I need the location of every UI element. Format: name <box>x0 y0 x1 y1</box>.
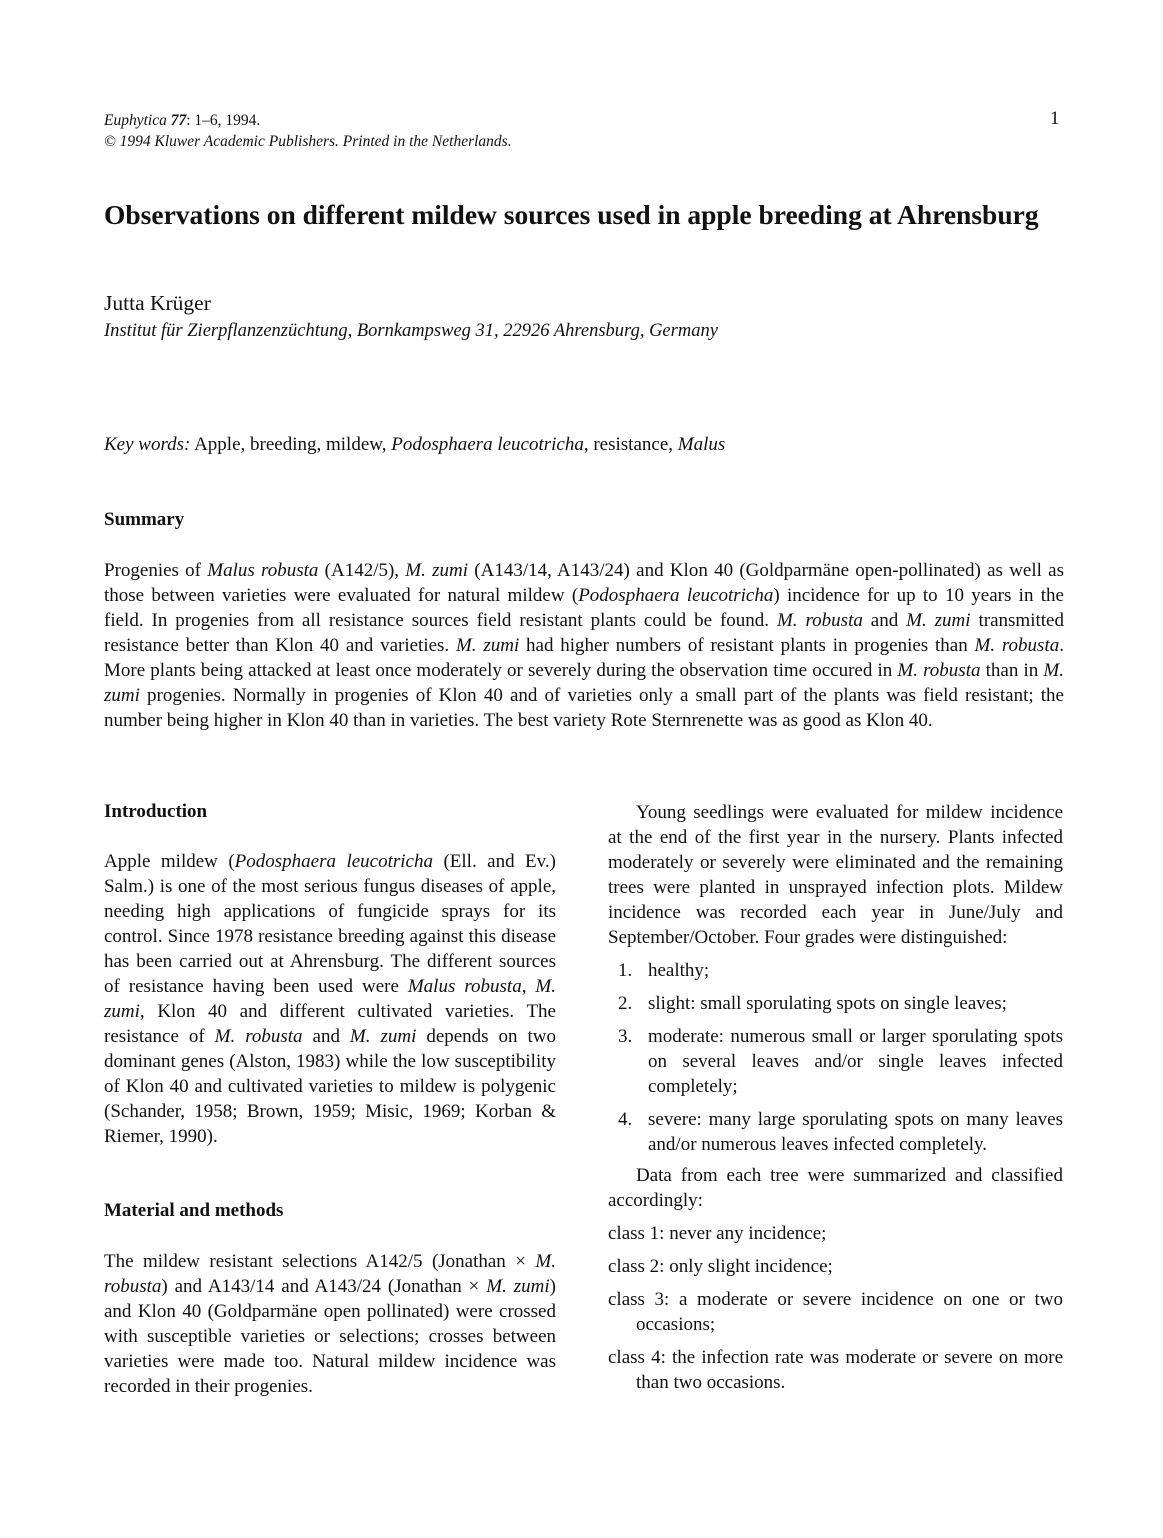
intro-span: Apple mildew ( <box>104 851 235 872</box>
intro-italic: M. robusta <box>214 1026 303 1047</box>
methods-text <box>104 1249 556 1399</box>
summary-span: (A143/14, A143/24) and Klon 40 (Goldparmäne open-pollinated) as well as those between varieties were evaluated for natural mildew ( <box>104 560 1064 606</box>
keywords <box>104 434 725 456</box>
grade-item <box>608 991 1063 1016</box>
summary-italic: M. zumi <box>104 660 1064 706</box>
summary-italic: M. zumi <box>455 635 520 656</box>
summary-span: . More plants being attacked at least once moderately or severely during the observation time occured in <box>104 635 1064 681</box>
methods-span: The mildew resistant selections A142/5 (Jonathan × <box>104 1251 536 1272</box>
page-number: 1 <box>1050 108 1060 129</box>
class-item: class 4: the infection rate was moderate or severe on more than two occasions. <box>608 1347 1063 1393</box>
right-column <box>608 800 1063 1395</box>
intro-span: , <box>521 976 536 997</box>
summary-italic: M. robusta <box>776 610 863 631</box>
journal-pages: : 1–6, 1994. <box>186 112 261 129</box>
methods-span: ) and A143/14 and A143/24 (Jonathan × <box>161 1276 487 1297</box>
intro-italic: Podosphaera leucotricha <box>234 851 433 872</box>
methods-italic: M. robusta <box>104 1251 556 1297</box>
grade-item <box>608 1024 1063 1099</box>
author-name: Jutta Krüger <box>104 291 211 315</box>
summary-span: than in <box>980 660 1044 681</box>
keywords-italic: Malus <box>677 434 726 455</box>
classification-paragraph: Data from each tree were summarized and classified accordingly: <box>608 1165 1063 1211</box>
summary-span: ) incidence for up to 10 years in the field. In progenies from all resistance sources field resistant plants could be found. <box>104 585 1064 631</box>
journal-name: Euphytica <box>104 112 167 129</box>
summary-heading: Summary <box>104 509 185 530</box>
grade-number: 2. <box>618 993 633 1014</box>
methods-span: ) and Klon 40 (Goldparmäne open pollinated) were crossed with susceptible varieties or selections; crosses between varieties were made too. Natural mildew incidence was recorded in their progenies. <box>104 1276 556 1397</box>
summary-italic: M. zumi <box>405 560 469 581</box>
intro-italic: Malus robusta <box>407 976 522 997</box>
class-item: class 3: a moderate or severe incidence on one or two occasions; <box>608 1289 1063 1335</box>
summary-italic: Podosphaera leucotricha <box>578 585 774 606</box>
summary-span: Progenies of <box>104 560 208 581</box>
intro-span: depends on two dominant genes (Alston, 1983) while the low susceptibility of Klon 40 and cultivated varieties to mildew is polygenic (Schander, 1958; Brown, 1959; Misic, 1969; Korban & Riemer, 1990). <box>104 1026 556 1147</box>
methods-heading: Material and methods <box>104 1200 284 1221</box>
summary-text <box>104 558 1064 733</box>
keywords-text: Apple, breeding, mildew, <box>190 434 392 455</box>
introduction-text <box>104 849 556 1149</box>
copyright-line: © 1994 Kluwer Academic Publishers. Printed in the Netherlands. <box>104 133 512 150</box>
intro-italic: M. zumi <box>104 976 556 1022</box>
grade-text: slight: small sporulating spots on single leaves; <box>648 993 1007 1014</box>
grade-text: severe: many large sporulating spots on many leaves and/or numerous leaves infected completely. <box>648 1109 1063 1155</box>
evaluation-paragraph: Young seedlings were evaluated for mildew incidence at the end of the first year in the nursery. Plants infected moderately or severely were eliminated and the remaining trees were planted in unsprayed infection plots. Mildew incidence was recorded each year in June/July and September/October. Four grades were distinguished: <box>608 802 1063 948</box>
intro-span: (Ell. and Ev.) Salm.) is one of the most serious fungus diseases of apple, needing high applications of fungicide sprays for its control. Since 1978 resistance breeding against this disease has been carried out at Ahrensburg. The different sources of resistance having been used were <box>104 851 556 997</box>
author-affiliation: Institut für Zierpflanzenzüchtung, Bornkampsweg 31, 22926 Ahrensburg, Germany <box>104 321 718 341</box>
keywords-label: Key words: <box>104 434 191 455</box>
summary-italic: M. robusta <box>897 660 981 681</box>
keywords-text: , resistance, <box>583 434 678 455</box>
summary-italic: Malus robusta <box>207 560 319 581</box>
paper-title: Observations on different mildew sources used in apple breeding at Ahrensburg <box>104 199 1039 230</box>
grade-item <box>608 1107 1063 1157</box>
summary-italic: M. zumi <box>906 610 971 631</box>
intro-span: and <box>302 1026 350 1047</box>
summary-span: had higher numbers of resistant plants in progenies than <box>519 635 975 656</box>
intro-italic: M. zumi <box>349 1026 417 1047</box>
summary-italic: M. robusta <box>974 635 1060 656</box>
introduction-heading: Introduction <box>104 801 208 822</box>
methods-italic: M. zumi <box>486 1276 550 1297</box>
journal-volume: 77 <box>170 112 187 129</box>
class-item: class 1: never any incidence; <box>608 1223 827 1244</box>
grade-number: 3. <box>618 1026 633 1047</box>
keywords-italic: Podosphaera leucotricha <box>391 434 584 455</box>
grade-text: moderate: numerous small or larger sporulating spots on several leaves and/or single leaves infected completely; <box>648 1026 1063 1097</box>
grade-item <box>608 958 1063 983</box>
journal-citation <box>104 110 512 152</box>
grade-text: healthy; <box>648 960 710 981</box>
grade-number: 1. <box>618 960 633 981</box>
class-item: class 2: only slight incidence; <box>608 1256 833 1277</box>
intro-span: , Klon 40 and different cultivated varieties. The resistance of <box>104 1001 556 1047</box>
summary-span: (A142/5), <box>318 560 406 581</box>
grade-number: 4. <box>618 1109 633 1130</box>
summary-span: progenies. Normally in progenies of Klon 40 and of varieties only a small part of the plants was field resistant; the number being higher in Klon 40 than in varieties. The best variety Rote Sternrenette was as good as Klon 40. <box>104 685 1064 731</box>
summary-span: transmitted resistance better than Klon 40 and varieties. <box>104 610 1064 656</box>
summary-span: and <box>862 610 907 631</box>
